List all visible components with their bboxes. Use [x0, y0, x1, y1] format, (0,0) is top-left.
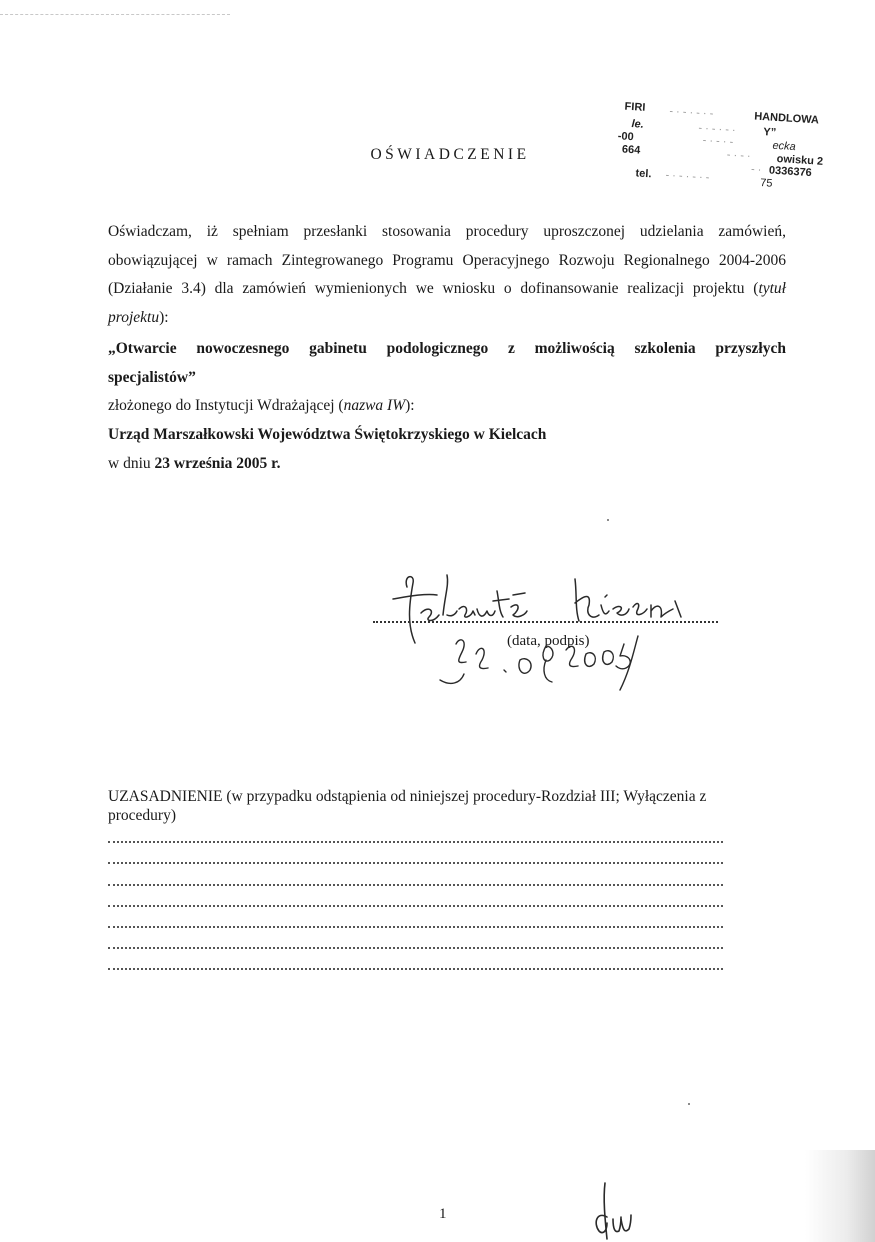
page-number: 1 — [439, 1206, 447, 1222]
stamp-faint-text: - · - · - · - — [665, 169, 710, 184]
justification-line — [108, 843, 723, 864]
handwritten-initials — [585, 1175, 645, 1242]
document-title: OŚWIADCZENIE — [370, 146, 530, 163]
stamp-line1-left: FIRI — [624, 100, 646, 114]
justification-line — [108, 907, 723, 928]
stamp-line1-right: HANDLOWA — [753, 110, 820, 127]
handwritten-date — [420, 630, 660, 695]
scan-speck — [688, 1103, 690, 1105]
stamp-line4-right: owisku 2 — [776, 152, 824, 168]
scan-shadow — [805, 1150, 875, 1242]
date-line: w dniu 23 września 2005 r. — [108, 454, 281, 472]
stamp-faint-text: - · - · - — [702, 134, 734, 149]
justification-line — [108, 864, 723, 885]
stamp-line3-left: -00 — [617, 130, 635, 144]
project-title-line-2: specjalistów” — [108, 368, 196, 386]
signature-dotted-line — [373, 621, 718, 623]
stamp-line6-right: 75 — [759, 177, 773, 190]
justification-lines — [108, 822, 723, 970]
company-stamp — [610, 100, 824, 193]
stamp-faint-text: - · - · - · — [698, 122, 736, 137]
stamp-faint-text: - · - · — [726, 148, 752, 163]
stamp-line2-right: Y” — [762, 126, 777, 139]
declaration-body — [108, 218, 786, 478]
declaration-line-4: projektu): — [108, 309, 169, 327]
submitted-line: złożonego do Instytucji Wdrażającej (nazwa IW): — [108, 397, 415, 415]
project-title-line-1: „Otwarcie nowoczesnego gabinetu podologicznego z możliwością szkolenia przyszłych — [108, 339, 786, 357]
stamp-line3-right: ecka — [772, 139, 797, 154]
stamp-faint-text: - · - · - · - — [669, 105, 714, 121]
stamp-faint-text: - · — [750, 163, 762, 177]
signature-label: (data, podpis) — [507, 633, 590, 649]
justification-line — [108, 822, 723, 843]
stamp-line2-mark: le. — [631, 118, 645, 131]
declaration-line-3: (Działanie 3.4) dla zamówień wymienionych we wniosku o dofinansowanie realizacji projektu (tytuł — [108, 280, 786, 298]
stamp-line6-left: tel. — [635, 167, 652, 181]
scan-speck — [607, 519, 609, 521]
declaration-line-2: obowiązującej w ramach Zintegrowanego Programu Operacyjnego Rozwoju Regionalnego 2004-2006 — [108, 251, 786, 269]
justification-line — [108, 886, 723, 907]
institution-name: Urząd Marszałkowski Województwa Świętokrzyskiego w Kielcach — [108, 425, 547, 443]
declaration-line-1: Oświadczam, iż spełniam przesłanki stosowania procedury uproszczonej udzielania zamówień, — [108, 223, 786, 240]
scan-artifact-line — [0, 14, 230, 15]
justification-line — [108, 949, 723, 970]
stamp-line4-left: 664 — [621, 143, 641, 157]
stamp-line5-right: 0336376 — [768, 164, 813, 180]
justification-line — [108, 928, 723, 949]
justification-heading: UZASADNIENIE (w przypadku odstąpienia od niniejszej procedury-Rozdział III; Wyłączenia z procedury) — [108, 788, 707, 824]
